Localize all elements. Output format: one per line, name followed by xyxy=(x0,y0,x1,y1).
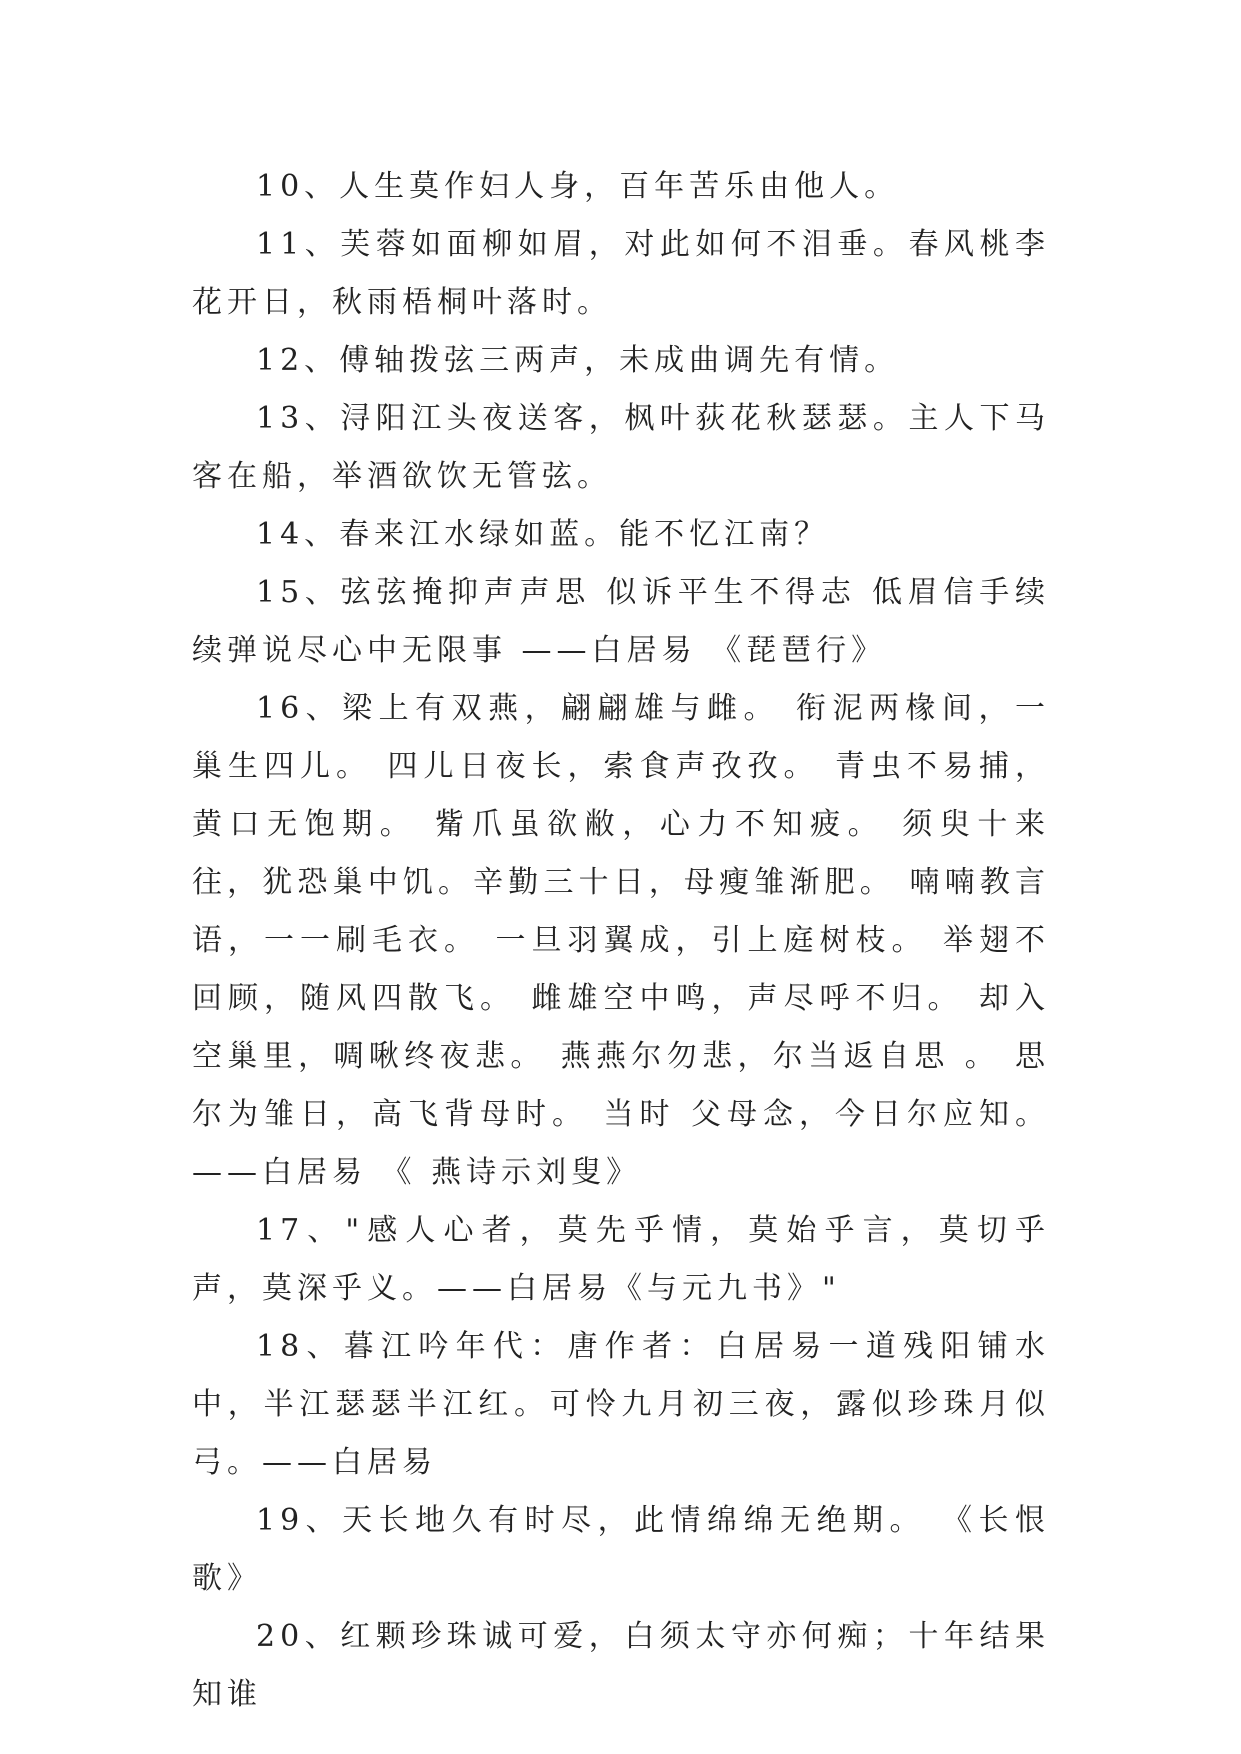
paragraph-12: 12、傅轴拨弦三两声，未成曲调先有情。 xyxy=(256,343,900,378)
paragraph-10: 10、人生莫作妇人身，百年苦乐由他人。 xyxy=(256,169,900,204)
paragraph-20: 20、红颗珍珠诚可爱，白须太守亦何痴；十年结果知谁 xyxy=(192,1619,1050,1712)
paragraph-16: 16、梁上有双燕，翩翩雄与雌。 衔泥两椽间，一巢生四儿。 四儿日夜长，索食声孜孜。 青虫不易捕，黄口无饱期。 觜爪虽欲敝，心力不知疲。 须臾十来往，犹恐巢中饥。辛勤三十日，母瘦雏渐肥。 喃喃教言语，一一刷毛衣。 一旦羽翼成，引上庭树枝。 举翅不回顾，随风四散飞。 雌雄空中鸣，声尽呼不归。 却入空巢里，啁啾终夜悲。 燕燕尔勿悲，尔当返自思 。 思尔为雏日，高飞背母时。 当时 父母念，今日尔应知。 ——白居易 《 燕诗示刘叟》 xyxy=(192,691,1065,1190)
paragraph-18: 18、暮江吟年代：唐作者：白居易一道残阳铺水中，半江瑟瑟半江红。可怜九月初三夜，露似珍珠月似弓。——白居易 xyxy=(192,1329,1050,1480)
document-body xyxy=(192,158,1065,1724)
paragraph-17: 17、"感人心者，莫先乎情，莫始乎言，莫切乎声，莫深乎义。——白居易《与元九书》" xyxy=(192,1213,1050,1306)
paragraph-15: 15、弦弦掩抑声声思 似诉平生不得志 低眉信手续续弹说尽心中无限事 ——白居易 《琵琶行》 xyxy=(192,575,1050,668)
paragraph-19: 19、天长地久有时尽，此情绵绵无绝期。 《长恨歌》 xyxy=(192,1503,1050,1596)
paragraph-11: 11、芙蓉如面柳如眉，对此如何不泪垂。春风桃李花开日，秋雨梧桐叶落时。 xyxy=(192,227,1050,320)
paragraph-14: 14、春来江水绿如蓝。能不忆江南？ xyxy=(256,517,830,552)
paragraph-13: 13、浔阳江头夜送客，枫叶荻花秋瑟瑟。主人下马客在船，举酒欲饮无管弦。 xyxy=(192,401,1050,494)
